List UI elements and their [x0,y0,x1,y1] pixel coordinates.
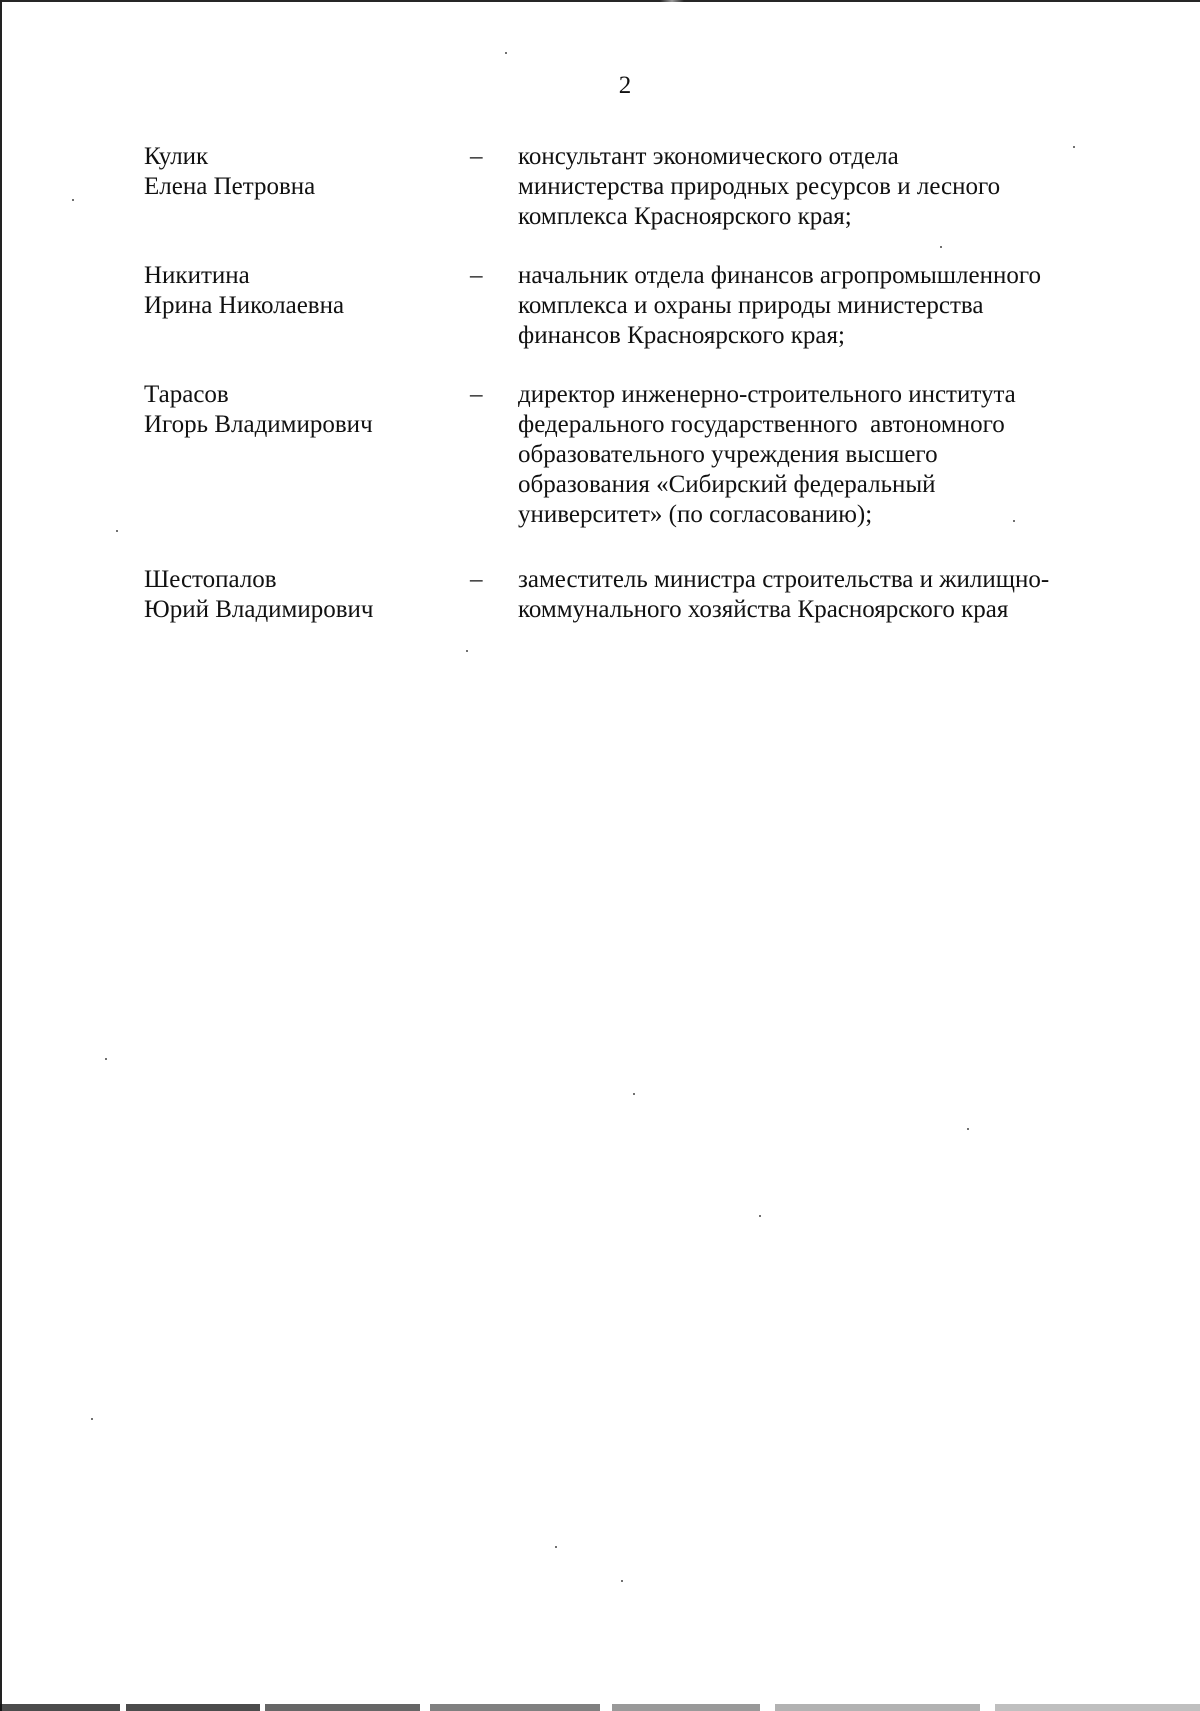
page-number: 2 [618,72,632,99]
scan-edge-left [0,0,2,1711]
scan-speck [116,530,118,532]
scan-speck [759,1215,761,1217]
position-line: директор инженерно-строительного института [518,381,1016,408]
member-position [518,261,1178,351]
member-surname: Кулик [144,143,209,170]
position-line: начальник отдела финансов агропромышленного [518,262,1041,289]
entry-dash: – [470,381,483,408]
member-surname: Тарасов [144,381,229,408]
entry-dash: – [470,566,483,593]
member-given-names: Игорь Владимирович [144,411,373,438]
member-position [518,380,1178,530]
scan-speck [466,650,468,652]
scan-speck [633,1093,635,1095]
scan-speck [967,1128,969,1130]
position-line: заместитель министра строительства и жилищно- [518,566,1050,593]
position-line: финансов Красноярского края; [518,322,845,349]
position-line: министерства природных ресурсов и лесного [518,173,1001,200]
member-given-names: Юрий Владимирович [144,596,374,623]
position-line: образовательного учреждения высшего [518,441,938,468]
member-surname: Никитина [144,262,250,289]
entry-dash: – [470,262,483,289]
scan-speck [621,1580,623,1582]
scan-speck [505,52,507,54]
position-line: университет» (по согласованию); [518,501,873,528]
scan-speck [555,1546,557,1548]
member-name [144,261,444,321]
member-given-names: Елена Петровна [144,173,316,200]
member-surname: Шестопалов [144,566,277,593]
scan-speck [91,1418,93,1420]
position-line: федерального государственного автономного [518,411,1005,438]
entry-dash: – [470,143,483,170]
member-position [518,142,1178,232]
position-line: образования «Сибирский федеральный [518,471,936,498]
scan-speck [72,199,74,201]
member-name [144,565,444,625]
position-line: коммунального хозяйства Красноярского края [518,596,1009,623]
position-line: комплекса Красноярского края; [518,203,852,230]
member-position [518,565,1178,625]
scan-speck [105,1058,107,1060]
scan-edge-top [0,0,1200,2]
member-name [144,142,444,202]
member-name [144,380,444,440]
position-line: консультант экономического отдела [518,143,899,170]
scan-speck [940,246,942,248]
position-line: комплекса и охраны природы министерства [518,292,984,319]
scan-edge-bottom [0,1704,1200,1711]
member-given-names: Ирина Николаевна [144,292,345,319]
